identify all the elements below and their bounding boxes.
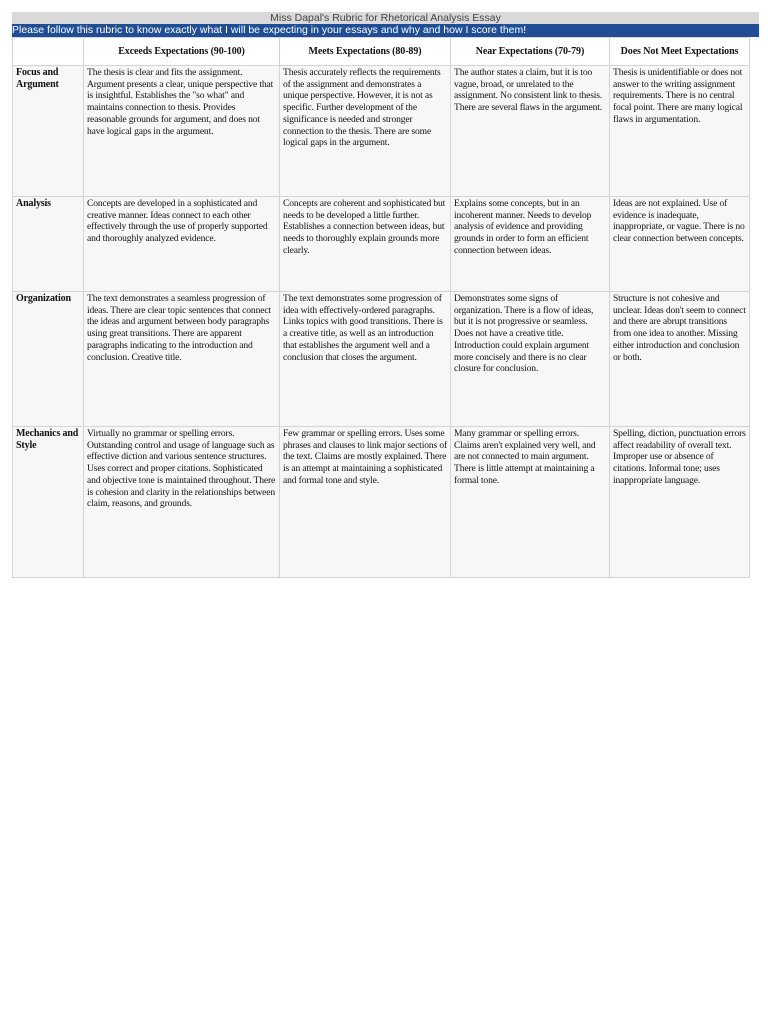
column-header-does-not-meet: Does Not Meet Expectations	[610, 38, 750, 66]
column-header-criterion	[13, 38, 84, 66]
rubric-sheet	[12, 12, 759, 578]
table-cell: Virtually no grammar or spelling errors. Outstanding control and usage of language such as effective diction and various sentence structures. Uses correct and proper citations. Sophisticated and objective tone is maintained throughout. There is cohesion and clarity in the relationships between claim, reasons, and grounds.	[84, 427, 280, 578]
column-header-meets: Meets Expectations (80-89)	[280, 38, 451, 66]
table-cell: Many grammar or spelling errors. Claims aren't explained very well, and are not connected to main argument. There is little attempt at maintaining a formal tone.	[451, 427, 610, 578]
page-title: Miss Dapal's Rubric for Rhetorical Analysis Essay	[12, 12, 759, 24]
table-cell: Demonstrates some signs of organization. There is a flow of ideas, but it is not progressive or seamless. Does not have a creative title. Introduction could explain argument more concisely and there is no clear closure for conclusion.	[451, 292, 610, 427]
criterion-label: Analysis	[13, 197, 84, 292]
criterion-label: Mechanics and Style	[13, 427, 84, 578]
header-row	[13, 38, 750, 66]
table-cell: Explains some concepts, but in an incoherent manner. Needs to develop analysis of evidence and providing grounds in order to form an efficient connection between ideas.	[451, 197, 610, 292]
instructions-banner: Please follow this rubric to know exactly what I will be expecting in your essays and why and how I score them!	[12, 24, 759, 37]
table-cell: The thesis is clear and fits the assignment. Argument presents a clear, unique perspective that is insightful. Establishes the "so what" and maintains connection to thesis. Provides reasonable grounds for argument, and does not have logical gaps in the argument.	[84, 66, 280, 197]
table-row	[13, 197, 750, 292]
table-cell: Concepts are coherent and sophisticated but needs to be developed a little further. Establishes a connection between ideas, but needs to thoroughly explain grounds more clearly.	[280, 197, 451, 292]
table-cell: The text demonstrates a seamless progression of ideas. There are clear topic sentences that connect the ideas and argument between body paragraphs using great transitions. There are apparent paragraphs indicating to the introduction and conclusion. Creative title.	[84, 292, 280, 427]
column-header-near: Near Expectations (70-79)	[451, 38, 610, 66]
criterion-label: Organization	[13, 292, 84, 427]
criterion-label: Focus and Argument	[13, 66, 84, 197]
table-row	[13, 427, 750, 578]
table-cell: Thesis is unidentifiable or does not answer to the writing assignment requirements. There is no central focal point. There are many logical flaws in argumentation.	[610, 66, 750, 197]
table-row	[13, 292, 750, 427]
column-header-exceeds: Exceeds Expectations (90-100)	[84, 38, 280, 66]
table-cell: Structure is not cohesive and unclear. Ideas don't seem to connect and there are abrupt transitions from one idea to another. Missing either introduction and conclusion or both.	[610, 292, 750, 427]
table-cell: The text demonstrates some progression of idea with effectively-ordered paragraphs. Links topics with good transitions. There is a creative title, as well as an introduction that establishes the argument well and a conclusion that closes the argument.	[280, 292, 451, 427]
table-cell: Ideas are not explained. Use of evidence is inadequate, inappropriate, or vague. There is no clear connection between concepts.	[610, 197, 750, 292]
table-cell: Thesis accurately reflects the requirements of the assignment and demonstrates a unique perspective. However, it is not as specific. Further development of the significance is needed and stronger connection to the thesis. There are some logical gaps in the argument.	[280, 66, 451, 197]
rubric-table	[12, 37, 750, 578]
table-cell: Concepts are developed in a sophisticated and creative manner. Ideas connect to each other effectively through the use of properly supported and thoroughly analyzed evidence.	[84, 197, 280, 292]
table-cell: The author states a claim, but it is too vague, broad, or unrelated to the assignment. No consistent link to thesis. There are several flaws in the argument.	[451, 66, 610, 197]
table-row	[13, 66, 750, 197]
table-cell: Few grammar or spelling errors. Uses some phrases and clauses to link major sections of the text. Claims are mostly explained. There is an attempt at maintaining a sophisticated and formal tone and style.	[280, 427, 451, 578]
table-cell: Spelling, diction, punctuation errors affect readability of overall text. Improper use or absence of citations. Informal tone; uses inappropriate language.	[610, 427, 750, 578]
